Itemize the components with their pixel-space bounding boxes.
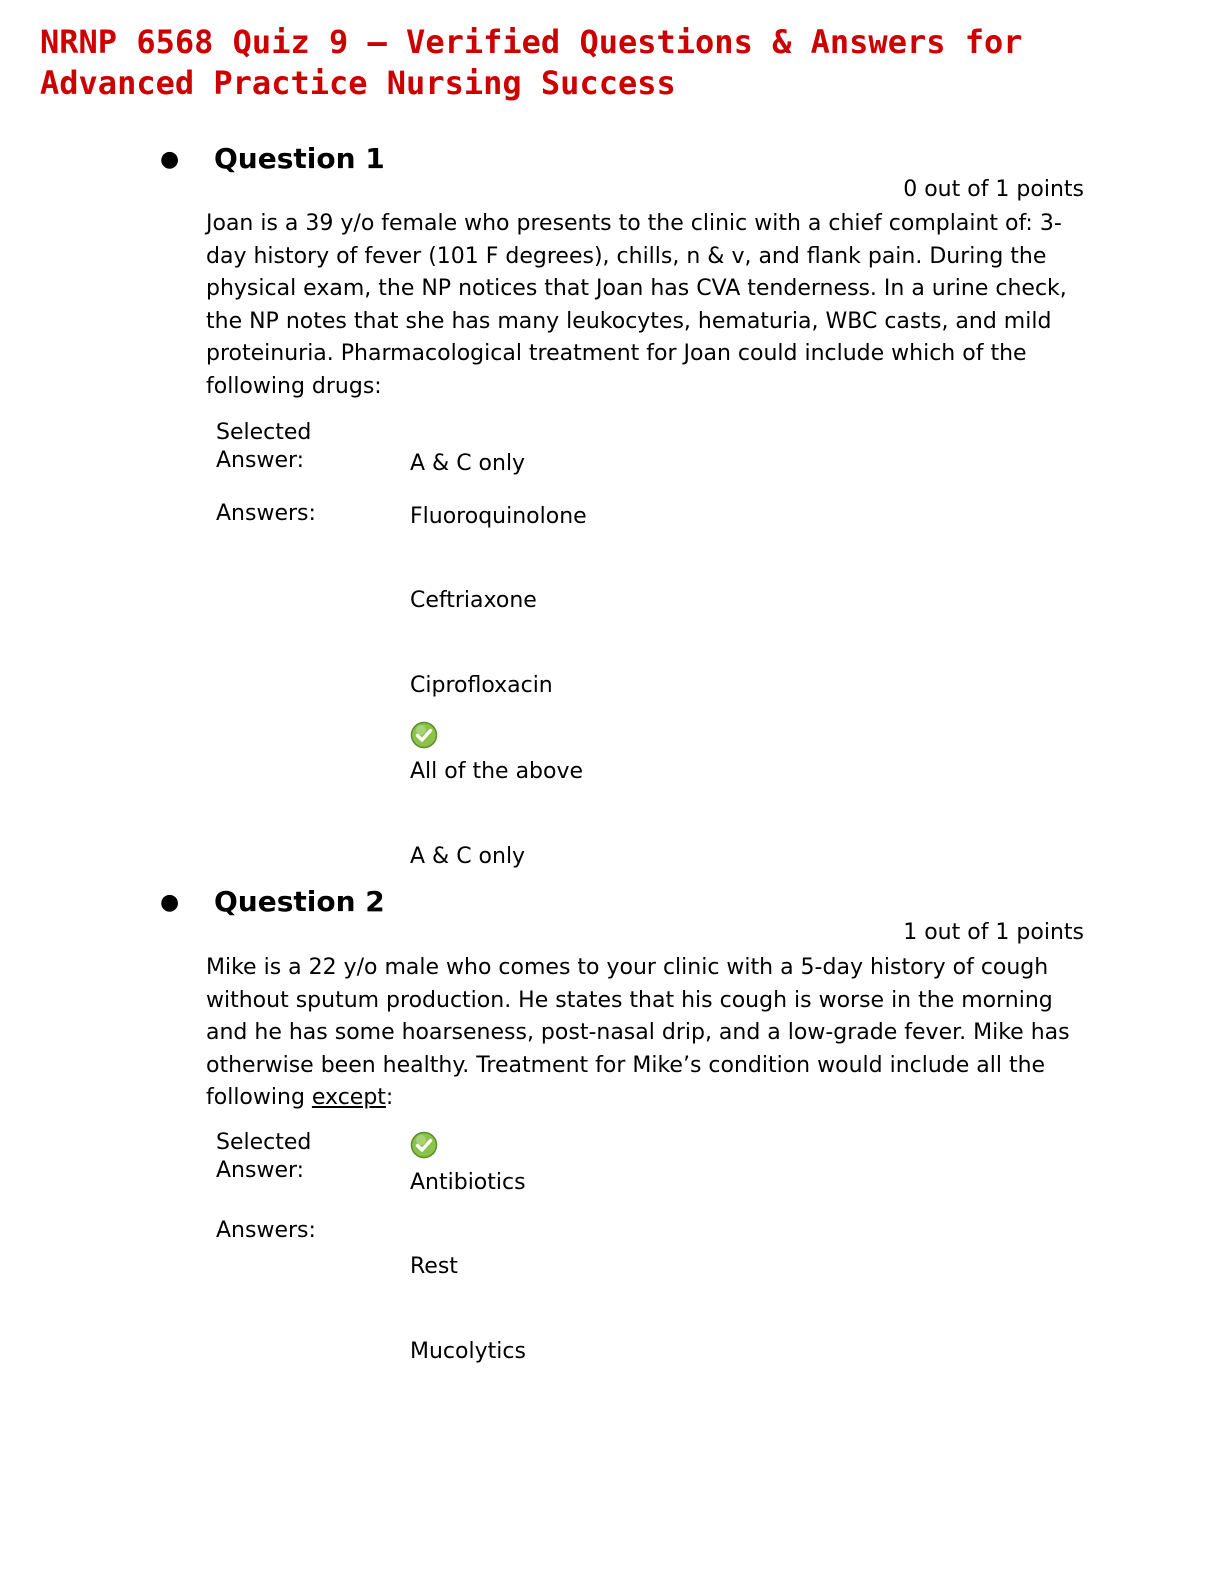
question-score: 0 out of 1 points [903, 177, 1084, 202]
question-text: Joan is a 39 y/o female who presents to the clinic with a chief complaint of: 3-day history of fever (101 F degrees), chills, n & v, and flank pain. During the physical exam, the NP notices that Joan has CVA tenderness. In a urine check, the NP notes that she has many leukocytes, hematuria, WBC casts, and mild proteinuria. Pharmacological treatment for Joan could include which of the following drugs: [206, 211, 1067, 399]
selected-answer-value: Antibiotics [410, 1170, 526, 1195]
question-text [206, 952, 1086, 1115]
answer-option-correct: All of the above [410, 759, 584, 784]
bullet-icon: ● [160, 890, 180, 915]
selected-answer-value: A & C only [410, 451, 526, 476]
answer-option: Ceftriaxone [410, 588, 537, 613]
answer-option: A & C only [410, 844, 526, 869]
check-circle-icon [410, 721, 438, 749]
answer-option: Fluoroquinolone [410, 504, 587, 529]
question-text-emphasis: except [311, 1085, 386, 1110]
answers-label: Answers: [216, 501, 316, 526]
bullet-icon: ● [160, 147, 180, 172]
question-title: Question 1 [214, 142, 385, 175]
document-title: NRNP 6568 Quiz 9 — Verified Questions & Answers for Advanced Practice Nursing Success [40, 23, 1023, 102]
answers-label: Answers: [216, 1218, 316, 1243]
answer-option: Ciprofloxacin [410, 673, 553, 698]
question-text-main: Mike is a 22 y/o male who comes to your clinic with a 5-day history of cough without sputum production. He states that his cough is worse in the morning and he has some hoarseness, post-nasal drip, and a low-grade fever. Mike has otherwise been healthy. Treatment for Mike’s condition would include all the following [206, 955, 1070, 1110]
selected-answer-label: Selected Answer: [216, 1130, 312, 1183]
check-circle-icon [410, 1131, 438, 1159]
question-score: 1 out of 1 points [903, 920, 1084, 945]
question-text-end: : [385, 1085, 394, 1110]
answer-option: Mucolytics [410, 1339, 526, 1364]
question-title: Question 2 [214, 885, 385, 918]
answer-option: Rest [410, 1254, 458, 1279]
selected-answer-label: Selected Answer: [216, 420, 312, 473]
